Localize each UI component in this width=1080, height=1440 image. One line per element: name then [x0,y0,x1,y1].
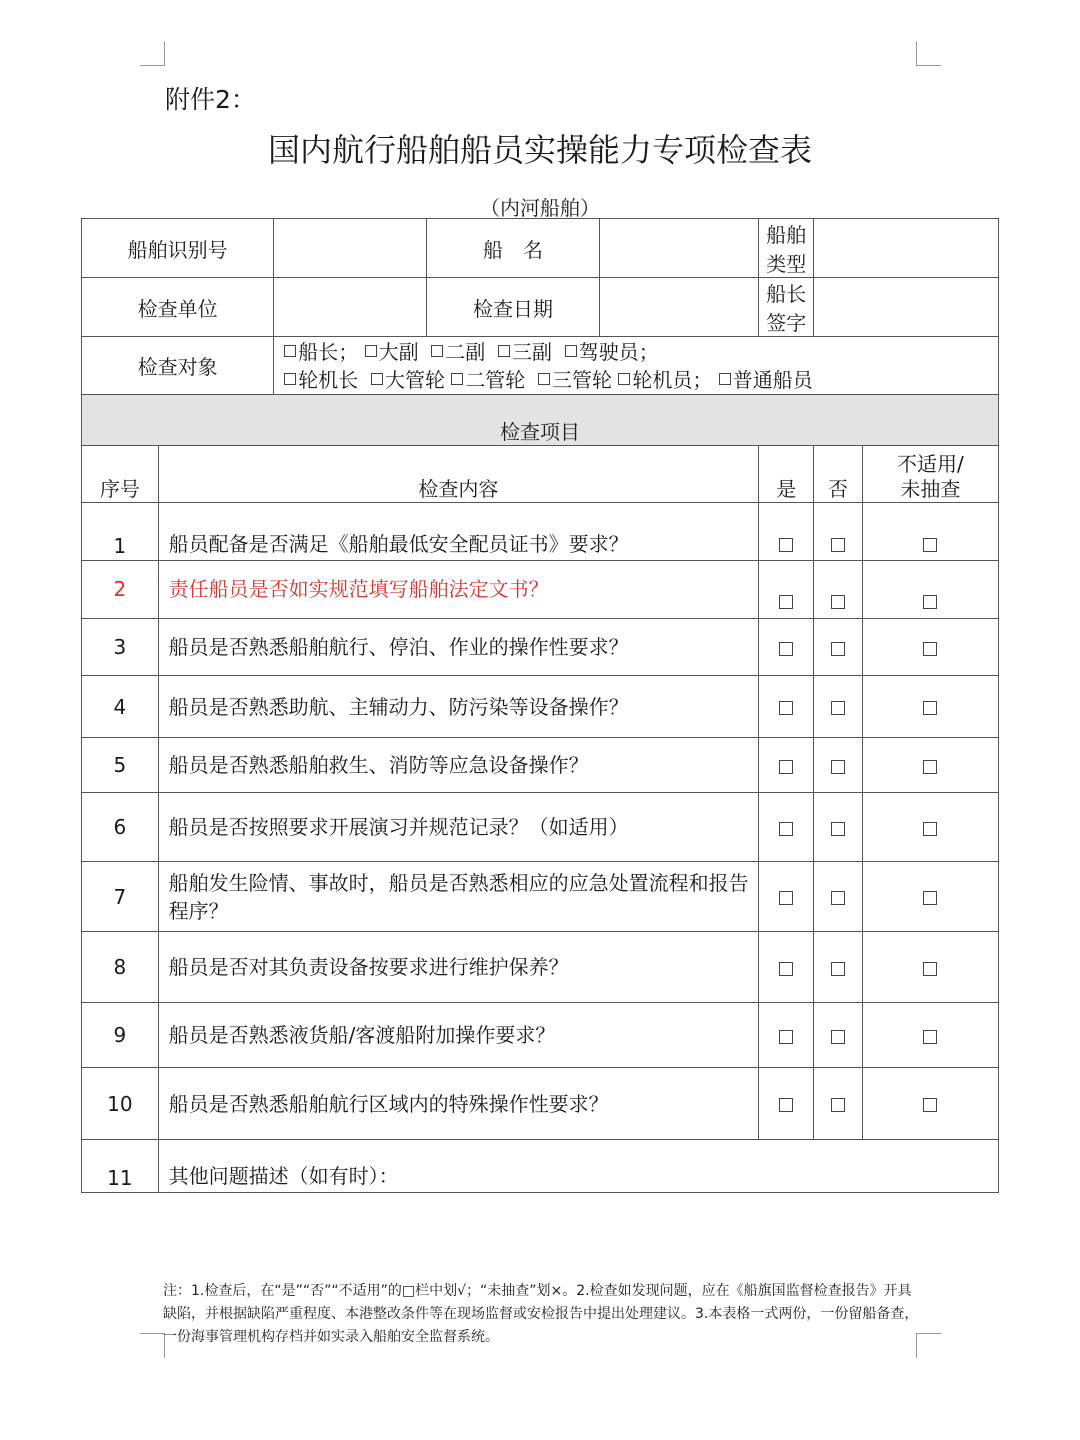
no-checkbox[interactable] [831,701,845,715]
yes-checkbox[interactable] [779,701,793,715]
item-number: 10 [82,1068,159,1140]
attachment-label: 附件2： [165,85,256,114]
table-row [82,1068,999,1140]
column-header-row [82,446,999,503]
inspection-date-field[interactable] [600,278,759,337]
not-applicable-checkbox[interactable] [923,642,937,656]
target-option-third-engineer[interactable]: 二管轮 [451,368,525,392]
ship-type-label: 船舶类型 [759,219,814,278]
checkbox-icon[interactable] [371,373,383,385]
target-option-engineer[interactable]: 轮机员； [618,368,712,392]
checkbox-icon[interactable] [565,345,577,357]
no-checkbox[interactable] [831,538,845,552]
checkbox-icon[interactable] [498,345,510,357]
yes-checkbox[interactable] [779,595,793,609]
checkbox-icon[interactable] [431,345,443,357]
table-row [82,676,999,738]
yes-checkbox[interactable] [779,962,793,976]
ship-type-field[interactable] [814,219,999,278]
not-applicable-checkbox[interactable] [923,1030,937,1044]
not-applicable-checkbox[interactable] [923,822,937,836]
ship-name-label: 船 名 [426,219,600,278]
inspection-form-table [81,218,999,1193]
table-row [82,793,999,862]
item-text: 船舶发生险情、事故时，船员是否熟悉相应的应急处置流程和报告程序？ [158,862,759,932]
target-option-third-officer[interactable]: 三副 [498,340,552,364]
item-number: 9 [82,1003,159,1068]
column-header-content: 检查内容 [158,446,759,503]
inspection-unit-field[interactable] [274,278,426,337]
item-number: 8 [82,932,159,1003]
inspection-date-label: 检查日期 [426,278,600,337]
not-applicable-checkbox[interactable] [923,538,937,552]
no-checkbox[interactable] [831,1098,845,1112]
yes-checkbox[interactable] [779,891,793,905]
item-text: 船员是否按照要求开展演习并规范记录？（如适用） [158,793,759,862]
yes-checkbox[interactable] [779,1030,793,1044]
section-header-row [82,395,999,446]
checkbox-icon[interactable] [719,373,731,385]
item-number: 4 [82,676,159,738]
header-row-1 [82,219,999,278]
page-corner-mark-top-left [140,41,165,66]
no-checkbox[interactable] [831,822,845,836]
no-checkbox[interactable] [831,1030,845,1044]
document-title: 国内航行船舶船员实操能力专项检查表 [267,131,812,169]
captain-signature-label: 船长签字 [759,278,814,337]
item-number: 6 [82,793,159,862]
item-number: 11 [82,1140,159,1193]
checkbox-icon[interactable] [284,373,296,385]
no-checkbox[interactable] [831,891,845,905]
table-row [82,619,999,676]
column-header-yes: 是 [759,446,814,503]
table-row-other [82,1140,999,1193]
checkbox-icon[interactable] [618,373,630,385]
target-option-captain[interactable]: 船长； [284,340,358,364]
target-option-chief-officer[interactable]: 大副 [365,340,419,364]
target-row [82,337,999,395]
ship-id-label: 船舶识别号 [82,219,274,278]
checkbox-icon[interactable] [365,345,377,357]
captain-signature-field[interactable] [814,278,999,337]
not-applicable-checkbox[interactable] [923,962,937,976]
table-row [82,503,999,561]
item-text: 船员是否熟悉船舶航行、停泊、作业的操作性要求？ [158,619,759,676]
yes-checkbox[interactable] [779,642,793,656]
target-option-rating[interactable]: 普通船员 [719,368,813,392]
section-title: 检查项目 [82,395,999,446]
target-options-line-1 [284,338,998,366]
inspection-unit-label: 检查单位 [82,278,274,337]
checkbox-icon[interactable] [284,345,296,357]
no-checkbox[interactable] [831,760,845,774]
item-text: 船员配备是否满足《船舶最低安全配员证书》要求？ [158,503,759,561]
not-applicable-checkbox[interactable] [923,1098,937,1112]
target-option-fourth-engineer[interactable]: 三管轮 [538,368,612,392]
target-option-chief-engineer[interactable]: 轮机长 [284,368,358,392]
table-row [82,1003,999,1068]
checkbox-icon[interactable] [451,373,463,385]
target-option-deck-officer[interactable]: 驾驶员； [565,340,659,364]
header-row-2 [82,278,999,337]
not-applicable-checkbox[interactable] [923,595,937,609]
target-options [274,337,999,395]
other-issues-field[interactable]: 其他问题描述（如有时）： [158,1140,998,1193]
ship-id-field[interactable] [274,219,426,278]
page-corner-mark-bottom-left [140,1333,165,1358]
item-number: 5 [82,738,159,793]
no-checkbox[interactable] [831,595,845,609]
column-header-no: 序号 [82,446,159,503]
item-text: 船员是否熟悉船舶航行区域内的特殊操作性要求？ [158,1068,759,1140]
table-row [82,561,999,619]
target-label: 检查对象 [82,337,274,395]
target-option-second-officer[interactable]: 二副 [431,340,485,364]
item-number: 3 [82,619,159,676]
ship-name-field[interactable] [600,219,759,278]
yes-checkbox[interactable] [779,538,793,552]
yes-checkbox[interactable] [779,760,793,774]
yes-checkbox[interactable] [779,1098,793,1112]
item-number: 1 [82,503,159,561]
no-checkbox[interactable] [831,642,845,656]
not-applicable-checkbox[interactable] [923,760,937,774]
item-number: 2 [82,561,159,619]
target-option-second-engineer[interactable]: 大管轮 [371,368,445,392]
document-subtitle: （内河船舶） [480,196,600,220]
item-text: 责任船员是否如实规范填写船舶法定文书？ [158,561,759,619]
table-row [82,932,999,1003]
item-text: 船员是否熟悉助航、主辅动力、防污染等设备操作？ [158,676,759,738]
column-header-not-applicable: 不适用/ 未抽查 [862,446,998,503]
table-row [82,862,999,932]
page-corner-mark-top-right [916,41,941,66]
item-text: 船员是否熟悉船舶救生、消防等应急设备操作？ [158,738,759,793]
item-number: 7 [82,862,159,932]
no-checkbox[interactable] [831,962,845,976]
not-applicable-checkbox[interactable] [923,891,937,905]
item-text: 船员是否对其负责设备按要求进行维护保养？ [158,932,759,1003]
footnote: 注：1.检查后，在“是”“否”“不适用”的□栏中划√；“未抽查”划×。2.检查如发现问题，应在《船旗国监督检查报告》开具缺陷，并根据缺陷严重程度、本港整改条件等在现场监督或安检报告中提出处理建议。3.本表格一式两份，一份留船备查，一份海事管理机构存档并如实录入船舶安全监督系统。 [163,1283,919,1345]
table-row [82,738,999,793]
not-applicable-checkbox[interactable] [923,701,937,715]
item-text: 船员是否熟悉液货船/客渡船附加操作要求？ [158,1003,759,1068]
target-options-line-2 [284,366,998,394]
column-header-no-answer: 否 [814,446,863,503]
checkbox-icon[interactable] [538,373,550,385]
yes-checkbox[interactable] [779,822,793,836]
